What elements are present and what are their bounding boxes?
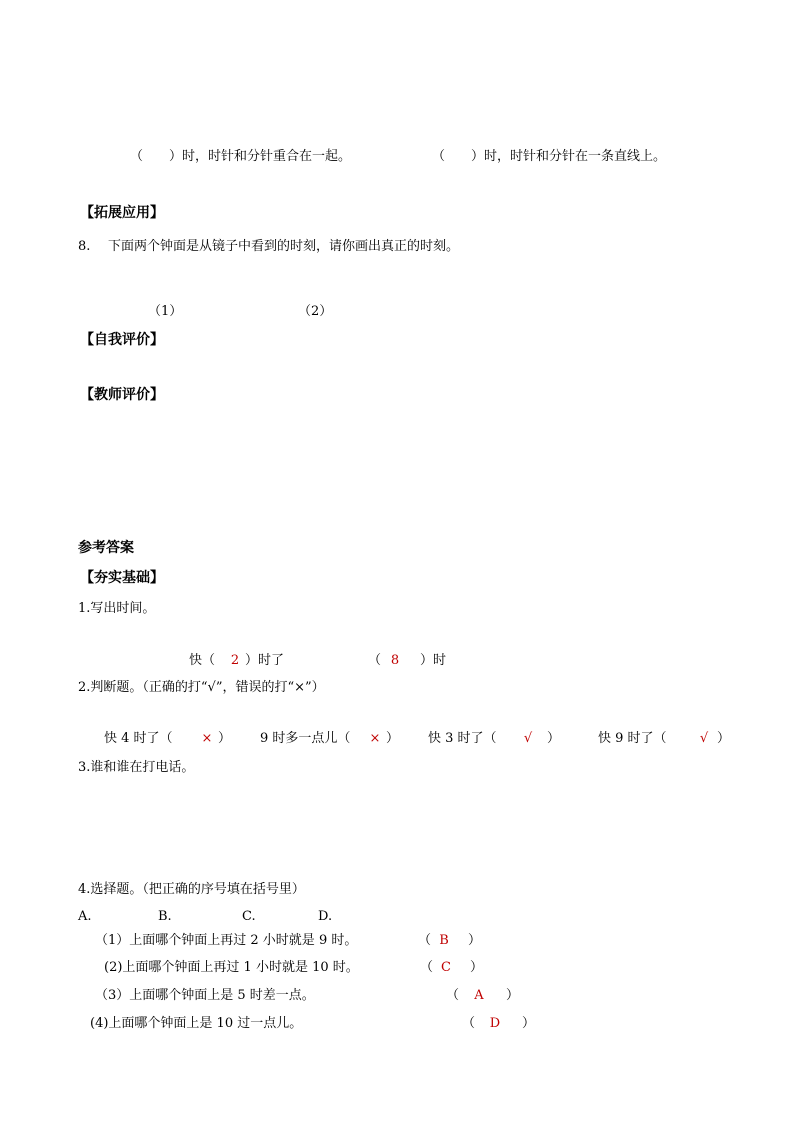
a1-p2-pre: （ <box>368 653 382 668</box>
a4-q1-close: ） <box>468 933 482 948</box>
a1-p1-post: ）时了 <box>245 653 285 668</box>
section-basics: 【夯实基础】 <box>80 570 164 586</box>
a1-p2-post: ）时 <box>420 653 447 668</box>
q8-label-2: （2） <box>298 304 333 319</box>
a4-option-d: D. <box>318 909 333 924</box>
q8-text: 下面两个钟面是从镜子中看到的时刻，请你画出真正的时刻。 <box>108 239 460 254</box>
a2-item-2-answer: × <box>369 731 381 746</box>
section-teacher-eval: 【教师评价】 <box>80 387 164 403</box>
a4-q2-answer: C <box>441 960 451 975</box>
a4-q4-open: （ <box>462 1016 476 1031</box>
a4-question-2: (2)上面哪个钟面上再过 1 小时就是 10 时。 <box>104 960 359 975</box>
a1-p1-answer: 2 <box>230 653 240 668</box>
a2-item-1-answer: × <box>201 731 213 746</box>
a4-q2-open: （ <box>420 960 434 975</box>
a2-item-1-post: ） <box>218 731 232 746</box>
a2-item-3-answer: √ <box>523 731 533 746</box>
a2-item-4-post: ） <box>717 731 731 746</box>
a2-title: 2.判断题。（正确的打“√”，错误的打“×”） <box>78 680 325 695</box>
a4-question-1: （1）上面哪个钟面上再过 2 小时就是 9 时。 <box>95 933 358 948</box>
a4-option-c: C. <box>242 909 256 924</box>
a2-item-2-pre: 9 时多一点儿（ <box>260 731 351 746</box>
a4-q1-open: （ <box>418 933 432 948</box>
a4-q2-close: ） <box>470 960 484 975</box>
a1-p1-pre: 快（ <box>189 653 216 668</box>
a4-q1-answer: B <box>439 933 449 948</box>
section-extend: 【拓展应用】 <box>80 205 164 221</box>
q7-right-text: （ ）时，时针和分针在一条直线上。 <box>432 149 667 164</box>
q8-label-1: （1） <box>148 304 183 319</box>
a4-q3-close: ） <box>506 988 520 1003</box>
a4-option-a: A. <box>78 909 92 924</box>
q7-left-text: （ ）时，时针和分针重合在一起。 <box>130 149 352 164</box>
a1-p2-answer: 8 <box>390 653 400 668</box>
a4-question-3: （3）上面哪个钟面上是 5 时差一点。 <box>95 988 315 1003</box>
a4-option-b: B. <box>158 909 172 924</box>
answers-title: 参考答案 <box>78 540 134 556</box>
a4-question-4: (4)上面哪个钟面上是 10 过一点儿。 <box>90 1016 303 1031</box>
a2-item-4-answer: √ <box>699 731 709 746</box>
a2-item-1-pre: 快 4 时了（ <box>104 731 173 746</box>
a4-q3-open: （ <box>446 988 460 1003</box>
a2-item-3-pre: 快 3 时了（ <box>428 731 497 746</box>
a4-q4-close: ） <box>522 1016 536 1031</box>
a2-item-4-pre: 快 9 时了（ <box>598 731 667 746</box>
a4-q4-answer: D <box>489 1016 501 1031</box>
a3-title: 3.谁和谁在打电话。 <box>78 760 195 775</box>
a2-item-2-post: ） <box>386 731 400 746</box>
a4-q3-answer: A <box>474 988 484 1003</box>
a2-item-3-post: ） <box>547 731 561 746</box>
section-self-eval: 【自我评价】 <box>80 332 164 348</box>
a4-title: 4.选择题。（把正确的序号填在括号里） <box>78 882 305 897</box>
q8-number: 8. <box>78 239 91 254</box>
a1-title: 1.写出时间。 <box>78 601 156 616</box>
